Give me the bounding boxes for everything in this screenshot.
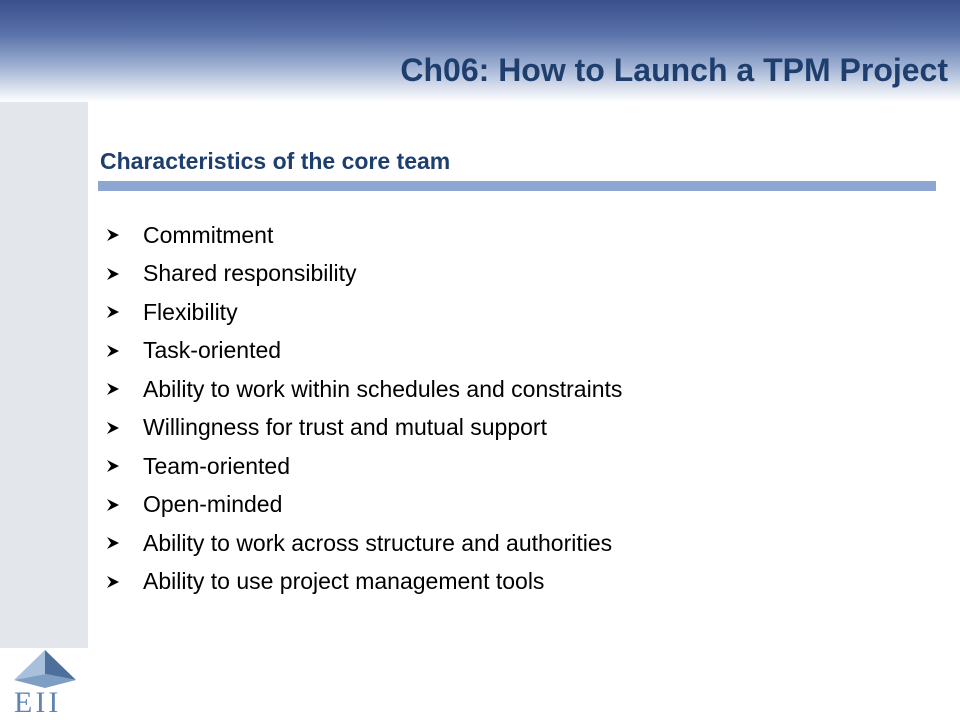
arrowhead-bullet-icon (106, 459, 120, 473)
pyramid-logo-icon (10, 648, 80, 690)
bullet-text: Ability to work within schedules and constraints (143, 375, 623, 402)
side-panel (0, 102, 88, 648)
arrowhead-bullet-icon (106, 575, 120, 589)
list-item (106, 293, 622, 332)
list-item (106, 563, 622, 602)
bullet-text: Flexibility (143, 298, 238, 325)
heading-rule (98, 181, 936, 191)
slide-title: Ch06: How to Launch a TPM Project (400, 52, 948, 88)
bullet-text: Open-minded (143, 491, 283, 518)
list-item (106, 447, 622, 486)
bullet-text: Willingness for trust and mutual support (143, 414, 547, 441)
logo-text: EII (14, 686, 62, 719)
arrowhead-bullet-icon (106, 344, 120, 358)
list-item (106, 524, 622, 563)
arrowhead-bullet-icon (106, 267, 120, 281)
bullet-text: Ability to use project management tools (143, 568, 545, 595)
list-item (106, 409, 622, 448)
list-item (106, 370, 622, 409)
list-item (106, 486, 622, 525)
bullet-text: Commitment (143, 221, 274, 248)
section-heading: Characteristics of the core team (100, 148, 451, 174)
arrowhead-bullet-icon (106, 421, 120, 435)
list-item (106, 255, 622, 294)
bullet-text: Task-oriented (143, 337, 282, 364)
bullet-text: Team-oriented (143, 452, 291, 479)
list-item (106, 332, 622, 371)
arrowhead-bullet-icon (106, 498, 120, 512)
bullet-text: Ability to work across structure and authorities (143, 529, 613, 556)
bullet-text: Shared responsibility (143, 260, 357, 287)
list-item (106, 216, 622, 255)
bullet-list (106, 216, 622, 601)
arrowhead-bullet-icon (106, 382, 120, 396)
arrowhead-bullet-icon (106, 305, 120, 319)
arrowhead-bullet-icon (106, 536, 120, 550)
arrowhead-bullet-icon (106, 228, 120, 242)
